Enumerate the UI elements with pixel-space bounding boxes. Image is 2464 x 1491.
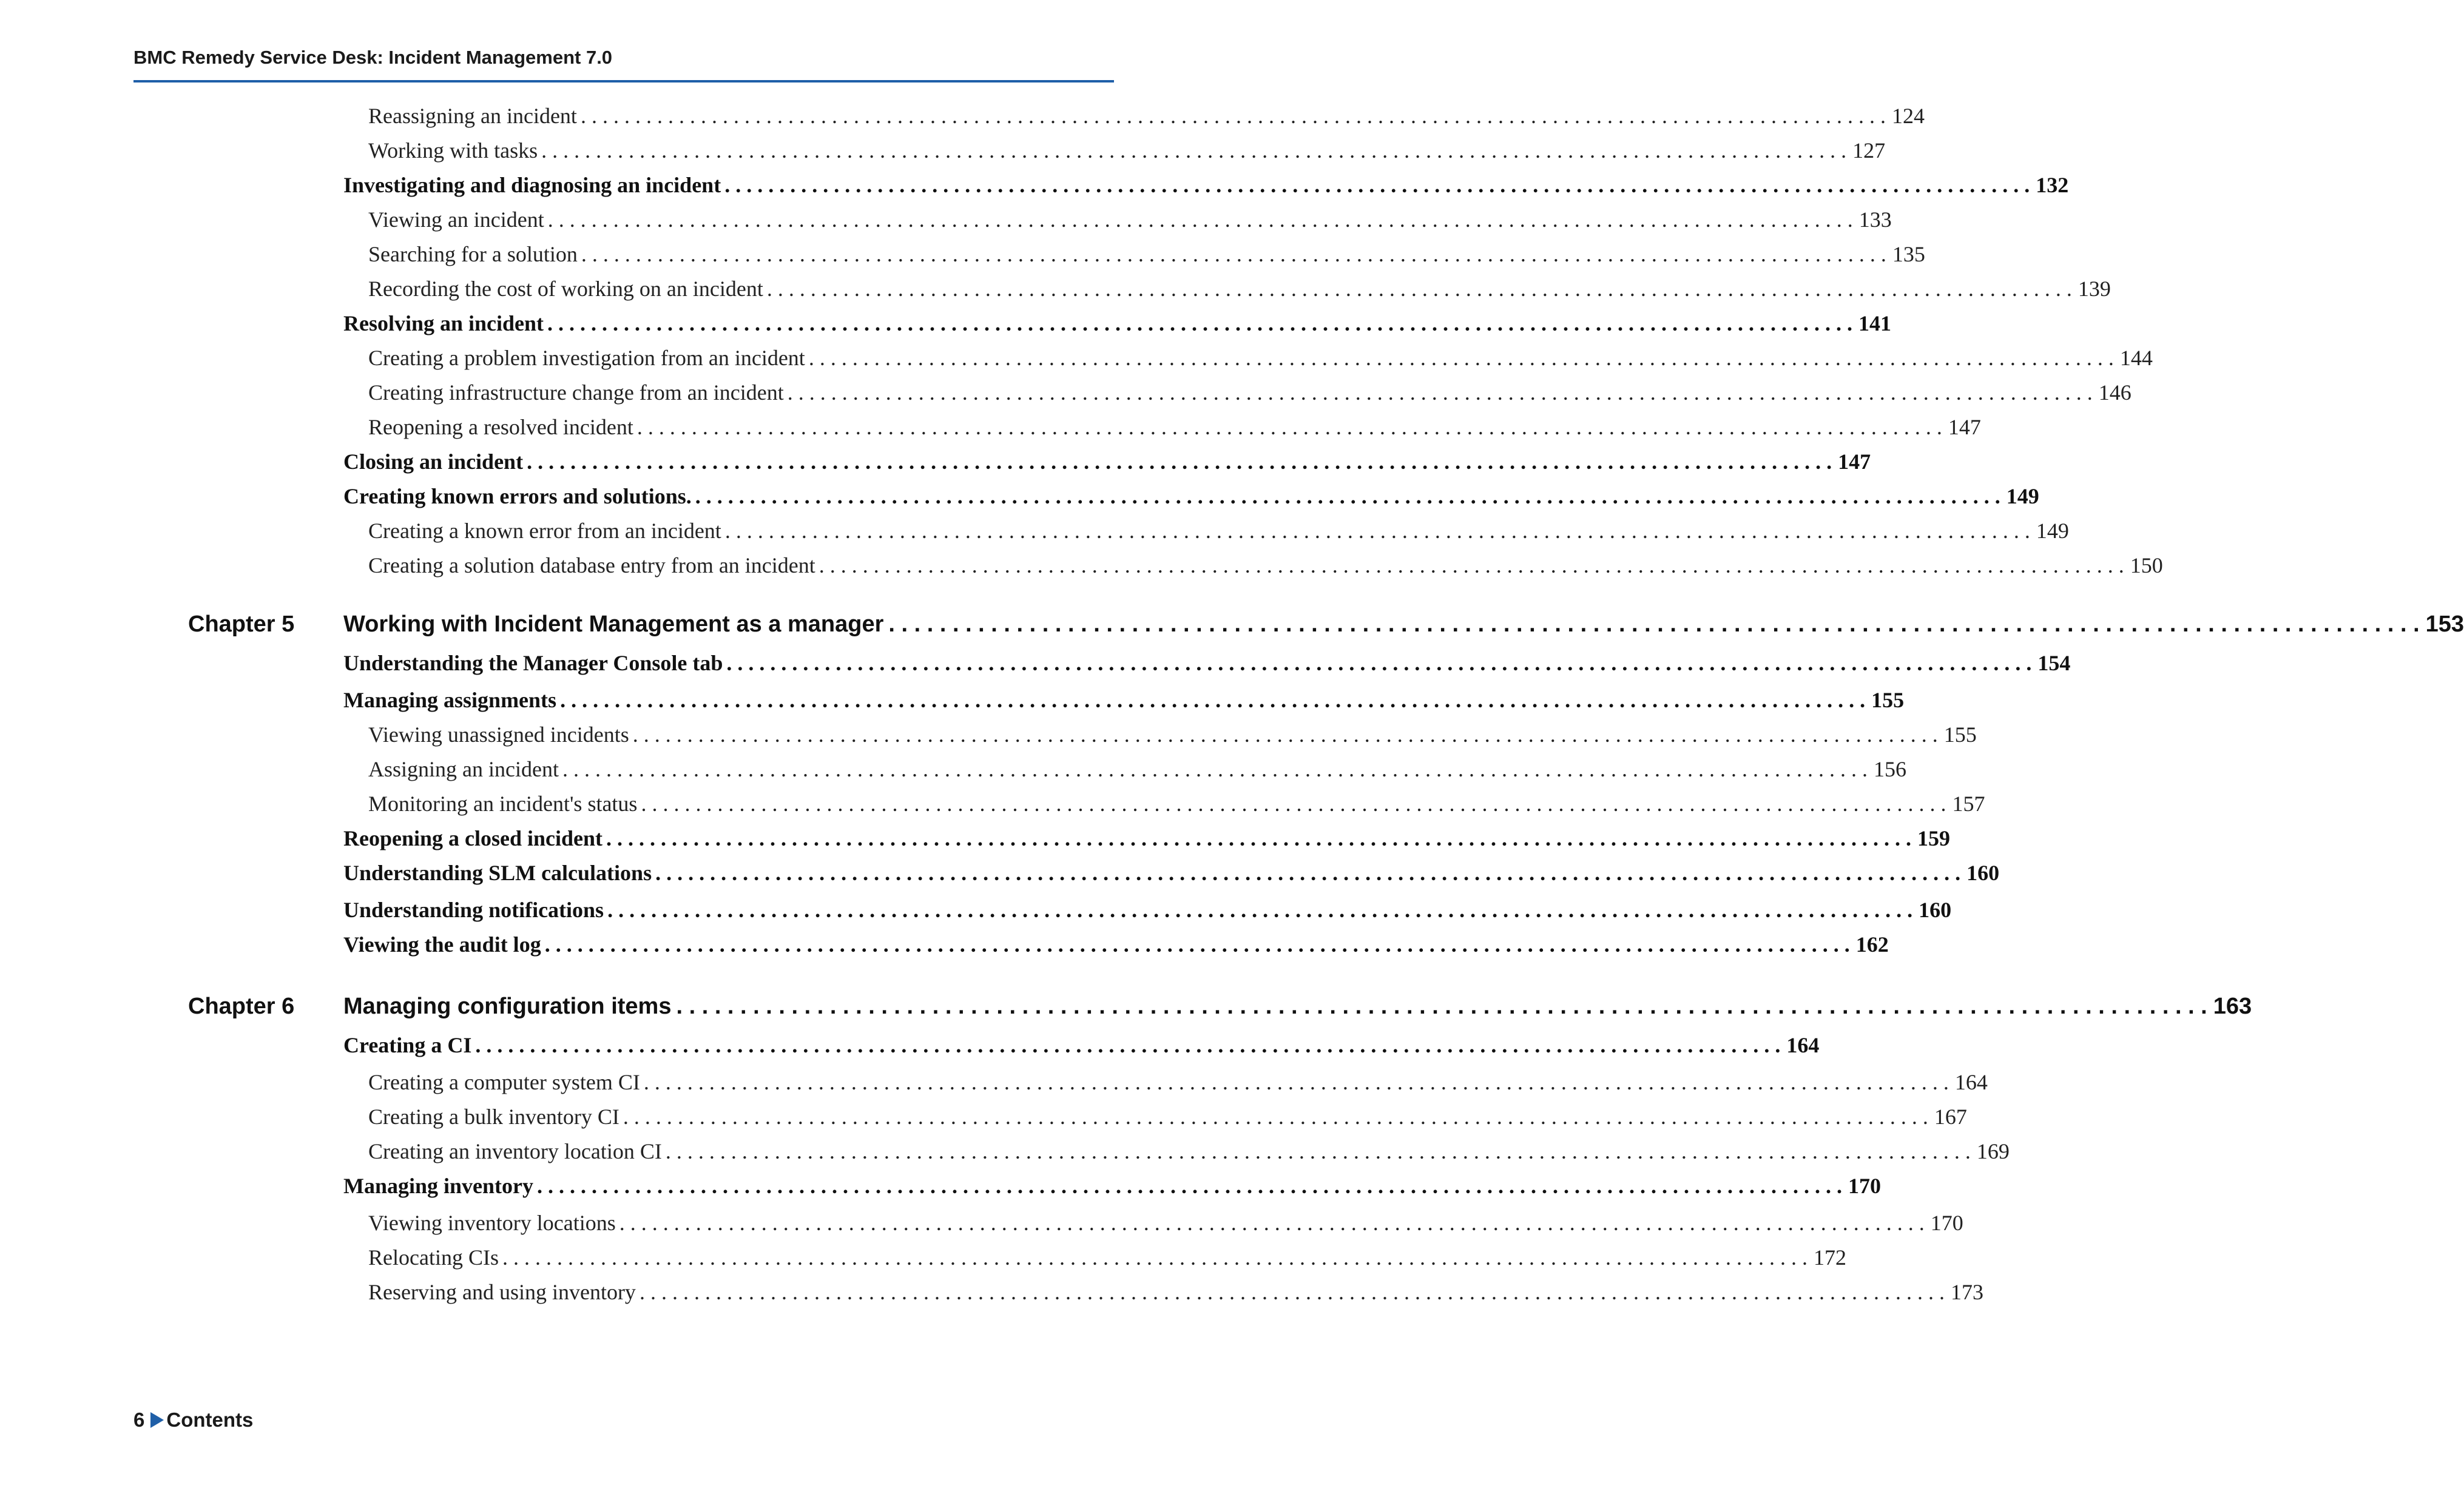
toc-subsection-entry[interactable] xyxy=(368,1104,1967,1129)
entry-title: Resolving an incident xyxy=(343,311,544,335)
entry-page-number: 172 xyxy=(1813,1245,1846,1270)
dot-leader: . . . . . . . . . . . . . . . . . . . . . . . . . . . . . . . . . . . . . . . . . . . . . . . . . . . . . . . . . . . . . . . . . . . . . . . . . . . . . . . . . . . . . . . . . . . . . . . . . . . . . . . . . . . . . . . . . . . . . . . . xyxy=(547,311,1853,335)
entry-title: Reassigning an incident xyxy=(368,104,577,128)
toc-subsection-entry[interactable] xyxy=(368,1245,1846,1270)
toc-section-entry[interactable] xyxy=(343,932,1889,957)
dot-leader: . . . . . . . . . . . . . . . . . . . . . . . . . . . . . . . . . . . . . . . . . . . . . . . . . . . . . . . . . . . . . . . . . . . . . . . . . . . . . . . . . . . . . . . . . . . . . . . . . . . . . . . . . . . . . . . . . . . . . . . . xyxy=(787,380,2093,405)
dot-leader: . . . . . . . . . . . . . . . . . . . . . . . . . . . . . . . . . . . . . . . . . . . . . . . . . . . . . . . . . . . . . . . . . . . . . . . . . . . . . . . . . . . . . . . . . . . . . . . . . . . . . . . . . . . . . . . . . . . . . . . . xyxy=(808,346,2114,370)
toc-subsection-entry[interactable] xyxy=(368,207,1892,232)
toc-section-entry[interactable] xyxy=(343,897,1952,923)
toc-subsection-entry[interactable] xyxy=(368,138,1886,163)
entry-title: Creating a CI xyxy=(343,1033,472,1057)
entry-title: Creating known errors and solutions. xyxy=(343,484,692,508)
chapter-number: Chapter 6 xyxy=(188,994,295,1019)
entry-page-number: 162 xyxy=(1855,932,1889,957)
entry-title: Investigating and diagnosing an incident xyxy=(343,173,721,197)
toc-subsection-entry[interactable] xyxy=(368,1279,1983,1305)
dot-leader: . . . . . . . . . . . . . . . . . . . . . . . . . . . . . . . . . . . . . . . . . . . . . . . . . . . . . . . . . . . . . . . . . . . . . . . . . . . . . . . . . . . . . . . . . . . . . . . . . . . . . . . . . . . . . . . . . . . . . . . . xyxy=(724,173,2030,197)
dot-leader: . . . . . . . . . . . . . . . . . . . . . . . . . . . . . . . . . . . . . . . . . . . . . . . . . . . . . . . . . . . . . . . . . . . . . . . . . . . . . . . . . . . . . . . . . . . . . . . . . . . . . . . . . . . . . . . . . . . . . . . . xyxy=(643,1070,1949,1094)
entry-title: Relocating CIs xyxy=(368,1245,499,1270)
entry-title: Reopening a resolved incident xyxy=(368,415,633,439)
entry-page-number: 132 xyxy=(2036,173,2069,197)
entry-title: Managing assignments xyxy=(343,688,557,712)
toc-subsection-entry[interactable] xyxy=(368,276,2111,301)
toc-section-entry[interactable] xyxy=(343,449,1871,474)
dot-leader: . . . . . . . . . . . . . . . . . . . . . . . . . . . . . . . . . . . . . . . . . . . . . . . . . . . . . . . . . . . . . . . . . . . . . . . . . . . . . . . . . . . . . . . . . . . . . . . . . . . . . . . . . . . . . . . . . . . . . . . . xyxy=(655,861,1961,885)
entry-page-number: 156 xyxy=(1873,757,1906,781)
entry-page-number: 170 xyxy=(1930,1211,1963,1235)
toc-section-entry[interactable] xyxy=(343,687,1905,713)
dot-leader: . . . . . . . . . . . . . . . . . . . . . . . . . . . . . . . . . . . . . . . . . . . . . . . . . . . . . . . . . . . . . . . . . . . . . . . . . . . . . . . . . . . . . . . . . . . . . . . . . . . . . . . . . . . . . . . . . . . . . . . . xyxy=(888,611,2420,637)
entry-title: Understanding notifications xyxy=(343,898,604,922)
toc-subsection-entry[interactable] xyxy=(368,1210,1963,1236)
entry-page-number: 163 xyxy=(2213,994,2252,1019)
dot-leader: . . . . . . . . . . . . . . . . . . . . . . . . . . . . . . . . . . . . . . . . . . . . . . . . . . . . . . . . . . . . . . . . . . . . . . . . . . . . . . . . . . . . . . . . . . . . . . . . . . . . . . . . . . . . . . . . . . . . . . . . xyxy=(639,1280,1945,1304)
footer-section-link[interactable]: Contents xyxy=(166,1409,254,1431)
dot-leader: . . . . . . . . . . . . . . . . . . . . . . . . . . . . . . . . . . . . . . . . . . . . . . . . . . . . . . . . . . . . . . . . . . . . . . . . . . . . . . . . . . . . . . . . . . . . . . . . . . . . . . . . . . . . . . . . . . . . . . . . xyxy=(607,898,1913,922)
toc-subsection-entry[interactable] xyxy=(368,518,2069,544)
dot-leader: . . . . . . . . . . . . . . . . . . . . . . . . . . . . . . . . . . . . . . . . . . . . . . . . . . . . . . . . . . . . . . . . . . . . . . . . . . . . . . . . . . . . . . . . . . . . . . . . . . . . . . . . . . . . . . . . . . . . . . . . xyxy=(560,688,1866,712)
dot-leader: . . . . . . . . . . . . . . . . . . . . . . . . . . . . . . . . . . . . . . . . . . . . . . . . . . . . . . . . . . . . . . . . . . . . . . . . . . . . . . . . . . . . . . . . . . . . . . . . . . . . . . . . . . . . . . . . . . . . . . . . xyxy=(547,207,1853,232)
entry-page-number: 153 xyxy=(2425,611,2464,637)
entry-page-number: 169 xyxy=(1976,1139,2010,1163)
entry-page-number: 170 xyxy=(1848,1174,1882,1198)
toc-section-entry[interactable] xyxy=(343,826,1951,851)
entry-page-number: 160 xyxy=(1966,861,2000,885)
entry-title: Assigning an incident xyxy=(368,757,559,781)
entry-title: Monitoring an incident's status xyxy=(368,792,638,816)
toc-section-entry[interactable] xyxy=(343,860,2000,886)
entry-page-number: 167 xyxy=(1934,1105,1967,1129)
entry-title: Creating a problem investigation from an incident xyxy=(368,346,805,370)
dot-leader: . . . . . . . . . . . . . . . . . . . . . . . . . . . . . . . . . . . . . . . . . . . . . . . . . . . . . . . . . . . . . . . . . . . . . . . . . . . . . . . . . . . . . . . . . . . . . . . . . . . . . . . . . . . . . . . . . . . . . . . . xyxy=(606,826,1912,850)
dot-leader: . . . . . . . . . . . . . . . . . . . . . . . . . . . . . . . . . . . . . . . . . . . . . . . . . . . . . . . . . . . . . . . . . . . . . . . . . . . . . . . . . . . . . . . . . . . . . . . . . . . . . . . . . . . . . . . . . . . . . . . . xyxy=(527,449,1832,474)
dot-leader: . . . . . . . . . . . . . . . . . . . . . . . . . . . . . . . . . . . . . . . . . . . . . . . . . . . . . . . . . . . . . . . . . . . . . . . . . . . . . . . . . . . . . . . . . . . . . . . . . . . . . . . . . . . . . . . . . . . . . . . . xyxy=(665,1139,1971,1163)
entry-page-number: 155 xyxy=(1943,722,1977,747)
toc-subsection-entry[interactable] xyxy=(368,380,2132,405)
entry-title: Working with Incident Management as a manager xyxy=(343,611,884,637)
dot-leader: . . . . . . . . . . . . . . . . . . . . . . . . . . . . . . . . . . . . . . . . . . . . . . . . . . . . . . . . . . . . . . . . . . . . . . . . . . . . . . . . . . . . . . . . . . . . . . . . . . . . . . . . . . . . . . . . . . . . . . . . xyxy=(502,1245,1807,1270)
dot-leader: . . . . . . . . . . . . . . . . . . . . . . . . . . . . . . . . . . . . . . . . . . . . . . . . . . . . . . . . . . . . . . . . . . . . . . . . . . . . . . . . . . . . . . . . . . . . . . . . . . . . . . . . . . . . . . . . . . . . . . . . xyxy=(724,519,2030,543)
entry-page-number: 155 xyxy=(1871,688,1905,712)
dot-leader: . . . . . . . . . . . . . . . . . . . . . . . . . . . . . . . . . . . . . . . . . . . . . . . . . . . . . . . . . . . . . . . . . . . . . . . . . . . . . . . . . . . . . . . . . . . . . . . . . . . . . . . . . . . . . . . . . . . . . . . . xyxy=(581,242,1886,266)
toc-section-entry[interactable] xyxy=(343,1173,1882,1199)
dot-leader: . . . . . . . . . . . . . . . . . . . . . . . . . . . . . . . . . . . . . . . . . . . . . . . . . . . . . . . . . . . . . . . . . . . . . . . . . . . . . . . . . . . . . . . . . . . . . . . . . . . . . . . . . . . . . . . . . . . . . . . . xyxy=(580,104,1886,128)
entry-page-number: 144 xyxy=(2119,346,2153,370)
entry-page-number: 149 xyxy=(2036,519,2069,543)
toc-subsection-entry[interactable] xyxy=(368,1069,1988,1095)
toc-subsection-entry[interactable] xyxy=(368,103,1925,129)
dot-leader: . . . . . . . . . . . . . . . . . . . . . . . . . . . . . . . . . . . . . . . . . . . . . . . . . . . . . . . . . . . . . . . . . . . . . . . . . . . . . . . . . . . . . . . . . . . . . . . . . . . . . . . . . . . . . . . . . . . . . . . . xyxy=(544,932,1850,957)
entry-title: Managing configuration items xyxy=(343,994,672,1019)
dot-leader: . . . . . . . . . . . . . . . . . . . . . . . . . . . . . . . . . . . . . . . . . . . . . . . . . . . . . . . . . . . . . . . . . . . . . . . . . . . . . . . . . . . . . . . . . . . . . . . . . . . . . . . . . . . . . . . . . . . . . . . . xyxy=(541,138,1847,163)
dot-leader: . . . . . . . . . . . . . . . . . . . . . . . . . . . . . . . . . . . . . . . . . . . . . . . . . . . . . . . . . . . . . . . . . . . . . . . . . . . . . . . . . . . . . . . . . . . . . . . . . . . . . . . . . . . . . . . . . . . . . . . . xyxy=(695,484,2000,508)
entry-page-number: 139 xyxy=(2078,277,2111,301)
entry-page-number: 159 xyxy=(1917,826,1951,850)
dot-leader: . . . . . . . . . . . . . . . . . . . . . . . . . . . . . . . . . . . . . . . . . . . . . . . . . . . . . . . . . . . . . . . . . . . . . . . . . . . . . . . . . . . . . . . . . . . . . . . . . . . . . . . . . . . . . . . . . . . . . . . . xyxy=(537,1174,1843,1198)
entry-title: Managing inventory xyxy=(343,1174,534,1198)
entry-title: Viewing the audit log xyxy=(343,932,541,957)
dot-leader: . . . . . . . . . . . . . . . . . . . . . . . . . . . . . . . . . . . . . . . . . . . . . . . . . . . . . . . . . . . . . . . . . . . . . . . . . . . . . . . . . . . . . . . . . . . . . . . . . . . . . . . . . . . . . . . . . . . . . . . . xyxy=(632,722,1938,747)
dot-leader: . . . . . . . . . . . . . . . . . . . . . . . . . . . . . . . . . . . . . . . . . . . . . . . . . . . . . . . . . . . . . . . . . . . . . . . . . . . . . . . . . . . . . . . . . . . . . . . . . . . . . . . . . . . . . . . . . . . . . . . . xyxy=(641,792,1946,816)
entry-page-number: 135 xyxy=(1892,242,1925,266)
entry-title: Creating an inventory location CI xyxy=(368,1139,662,1163)
toc-subsection-entry[interactable] xyxy=(368,722,1977,747)
entry-title: Recording the cost of working on an incident xyxy=(368,277,763,301)
entry-title: Viewing an incident xyxy=(368,207,544,232)
entry-title: Working with tasks xyxy=(368,138,538,163)
dot-leader: . . . . . . . . . . . . . . . . . . . . . . . . . . . . . . . . . . . . . . . . . . . . . . . . . . . . . . . . . . . . . . . . . . . . . . . . . . . . . . . . . . . . . . . . . . . . . . . . . . . . . . . . . . . . . . . . . . . . . . . . xyxy=(623,1105,1928,1129)
entry-title: Reopening a closed incident xyxy=(343,826,603,850)
document-title: BMC Remedy Service Desk: Incident Management 7.0 xyxy=(133,47,613,68)
dot-leader: . . . . . . . . . . . . . . . . . . . . . . . . . . . . . . . . . . . . . . . . . . . . . . . . . . . . . . . . . . . . . . . . . . . . . . . . . . . . . . . . . . . . . . . . . . . . . . . . . . . . . . . . . . . . . . . . . . . . . . . . xyxy=(766,277,2072,301)
page-number: 6 xyxy=(133,1409,145,1431)
entry-title: Searching for a solution xyxy=(368,242,578,266)
entry-page-number: 133 xyxy=(1858,207,1892,232)
entry-page-number: 157 xyxy=(1952,792,1985,816)
toc-chapter-entry[interactable] xyxy=(188,994,2252,1020)
entry-title: Viewing inventory locations xyxy=(368,1211,616,1235)
dot-leader: . . . . . . . . . . . . . . . . . . . . . . . . . . . . . . . . . . . . . . . . . . . . . . . . . . . . . . . . . . . . . . . . . . . . . . . . . . . . . . . . . . . . . . . . . . . . . . . . . . . . . . . . . . . . . . . . . . . . . . . . xyxy=(562,757,1868,781)
page-footer xyxy=(133,1409,253,1432)
toc-subsection-entry[interactable] xyxy=(368,1139,2010,1164)
toc-section-entry[interactable] xyxy=(343,172,2069,198)
toc-subsection-entry[interactable] xyxy=(368,553,2163,578)
toc-section-entry[interactable] xyxy=(343,1032,1820,1058)
toc-section-entry[interactable] xyxy=(343,650,2071,676)
entry-title: Creating a computer system CI xyxy=(368,1070,640,1094)
entry-page-number: 160 xyxy=(1919,898,1952,922)
entry-title: Understanding the Manager Console tab xyxy=(343,651,723,675)
entry-page-number: 146 xyxy=(2098,380,2132,405)
entry-title: Creating a bulk inventory CI xyxy=(368,1105,619,1129)
dot-leader: . . . . . . . . . . . . . . . . . . . . . . . . . . . . . . . . . . . . . . . . . . . . . . . . . . . . . . . . . . . . . . . . . . . . . . . . . . . . . . . . . . . . . . . . . . . . . . . . . . . . . . . . . . . . . . . . . . . . . . . . xyxy=(676,994,2207,1019)
dot-leader: . . . . . . . . . . . . . . . . . . . . . . . . . . . . . . . . . . . . . . . . . . . . . . . . . . . . . . . . . . . . . . . . . . . . . . . . . . . . . . . . . . . . . . . . . . . . . . . . . . . . . . . . . . . . . . . . . . . . . . . . xyxy=(819,553,2124,577)
entry-title: Closing an incident xyxy=(343,449,524,474)
entry-page-number: 154 xyxy=(2037,651,2071,675)
entry-page-number: 124 xyxy=(1891,104,1925,128)
entry-page-number: 141 xyxy=(1858,311,1892,335)
dot-leader: . . . . . . . . . . . . . . . . . . . . . . . . . . . . . . . . . . . . . . . . . . . . . . . . . . . . . . . . . . . . . . . . . . . . . . . . . . . . . . . . . . . . . . . . . . . . . . . . . . . . . . . . . . . . . . . . . . . . . . . . xyxy=(475,1033,1781,1057)
triangle-right-icon xyxy=(150,1412,164,1428)
dot-leader: . . . . . . . . . . . . . . . . . . . . . . . . . . . . . . . . . . . . . . . . . . . . . . . . . . . . . . . . . . . . . . . . . . . . . . . . . . . . . . . . . . . . . . . . . . . . . . . . . . . . . . . . . . . . . . . . . . . . . . . . xyxy=(619,1211,1925,1235)
entry-page-number: 149 xyxy=(2006,484,2039,508)
toc-section-entry[interactable] xyxy=(343,311,1892,336)
entry-page-number: 147 xyxy=(1838,449,1871,474)
entry-title: Reserving and using inventory xyxy=(368,1280,636,1304)
dot-leader: . . . . . . . . . . . . . . . . . . . . . . . . . . . . . . . . . . . . . . . . . . . . . . . . . . . . . . . . . . . . . . . . . . . . . . . . . . . . . . . . . . . . . . . . . . . . . . . . . . . . . . . . . . . . . . . . . . . . . . . . xyxy=(726,651,2032,675)
entry-title: Viewing unassigned incidents xyxy=(368,722,629,747)
entry-title: Creating a known error from an incident xyxy=(368,519,721,543)
chapter-number: Chapter 5 xyxy=(188,611,295,637)
running-header xyxy=(133,42,1114,82)
entry-title: Creating a solution database entry from an incident xyxy=(368,553,815,577)
entry-page-number: 164 xyxy=(1954,1070,1988,1094)
toc-subsection-entry[interactable] xyxy=(368,414,1981,440)
toc-subsection-entry[interactable] xyxy=(368,241,1925,267)
toc-chapter-entry[interactable] xyxy=(188,611,2464,638)
entry-page-number: 164 xyxy=(1786,1033,1820,1057)
toc-subsection-entry[interactable] xyxy=(368,756,1906,782)
entry-title: Understanding SLM calculations xyxy=(343,861,652,885)
entry-page-number: 173 xyxy=(1950,1280,1983,1304)
entry-title: Creating infrastructure change from an incident xyxy=(368,380,784,405)
toc-section-entry[interactable] xyxy=(343,483,2039,509)
dot-leader: . . . . . . . . . . . . . . . . . . . . . . . . . . . . . . . . . . . . . . . . . . . . . . . . . . . . . . . . . . . . . . . . . . . . . . . . . . . . . . . . . . . . . . . . . . . . . . . . . . . . . . . . . . . . . . . . . . . . . . . . xyxy=(636,415,1942,439)
toc-subsection-entry[interactable] xyxy=(368,345,2153,371)
toc-subsection-entry[interactable] xyxy=(368,791,1985,816)
entry-page-number: 150 xyxy=(2130,553,2163,577)
entry-page-number: 127 xyxy=(1852,138,1886,163)
entry-page-number: 147 xyxy=(1948,415,1981,439)
